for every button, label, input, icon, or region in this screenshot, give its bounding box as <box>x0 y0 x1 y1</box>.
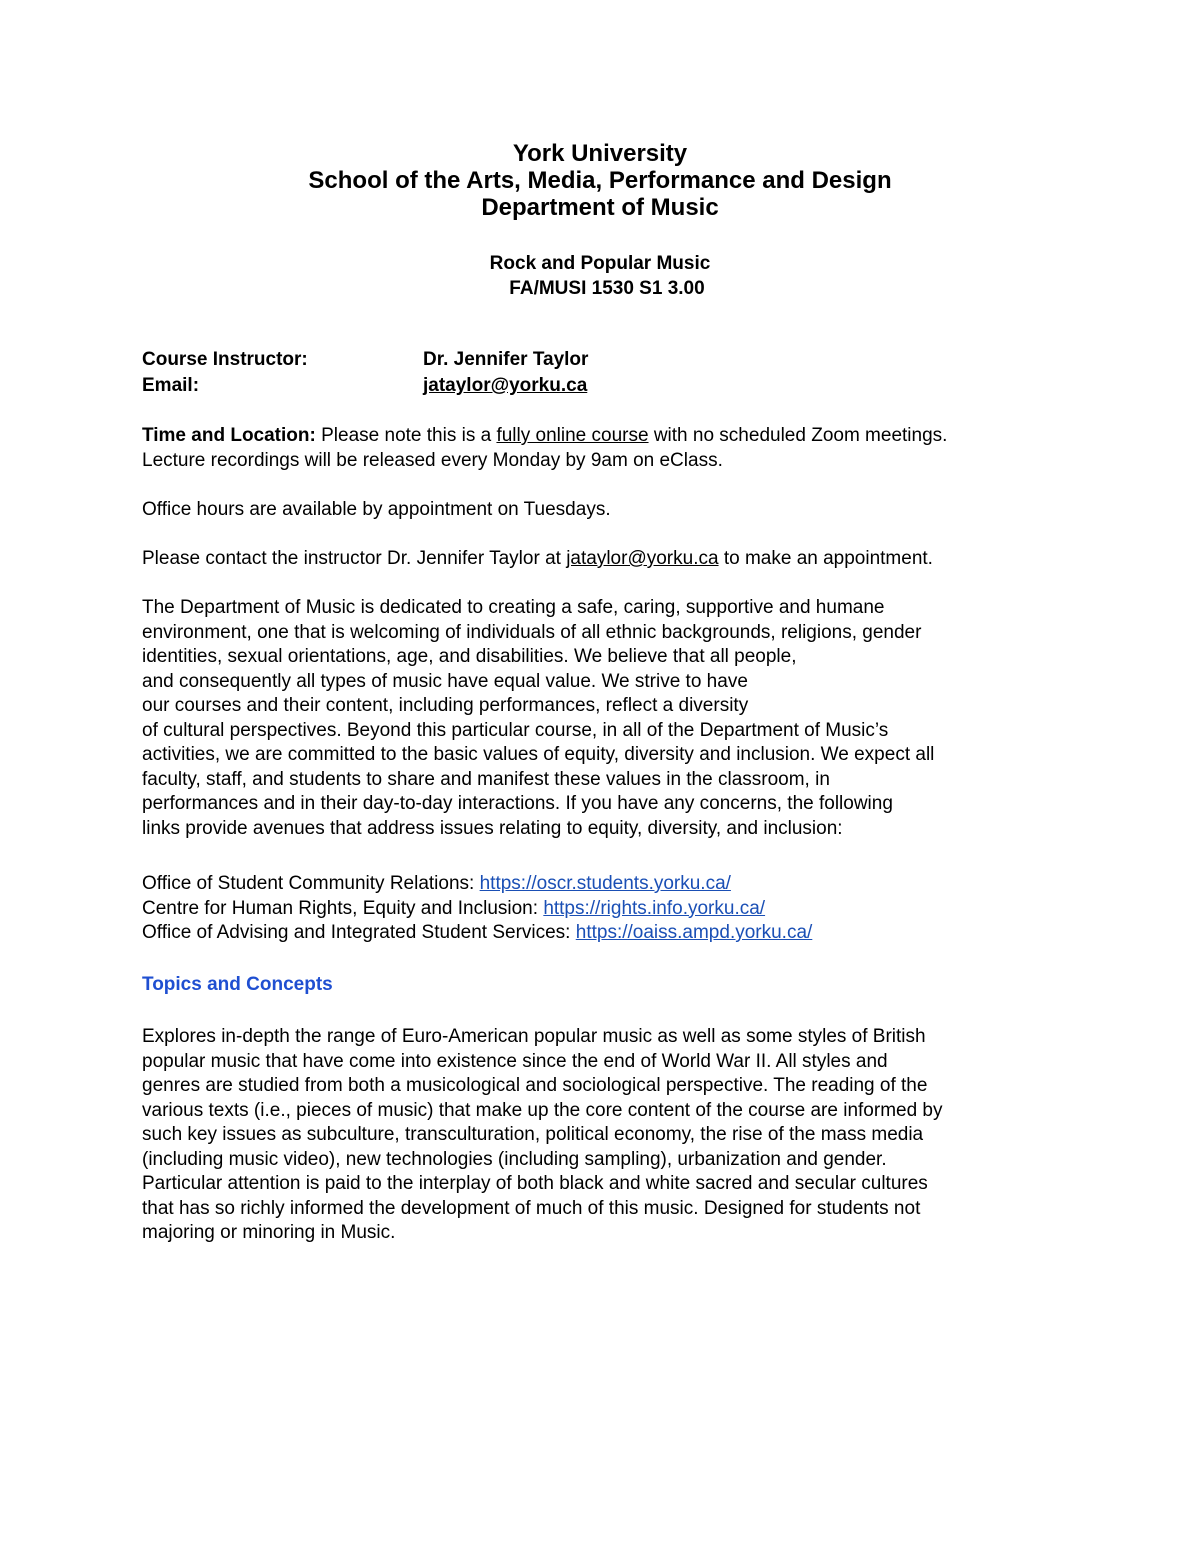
topics-line: genres are studied from both a musicological and sociological perspective. The reading of the <box>142 1075 928 1096</box>
instructor-row <box>142 347 588 372</box>
office-hours-text: Office hours are available by appointment on Tuesdays. <box>142 499 611 520</box>
contact-email-link[interactable]: jataylor@yorku.ca <box>566 548 719 569</box>
instructor-email-link[interactable]: jataylor@yorku.ca <box>423 375 588 396</box>
oscr-link[interactable]: https://oscr.students.yorku.ca/ <box>479 873 731 894</box>
resource-links <box>142 872 1082 946</box>
edi-line: faculty, staff, and students to share and manifest these values in the classroom, in <box>142 768 830 790</box>
topics-line: popular music that have come into existence since the end of World War II. All styles and <box>142 1050 888 1072</box>
instructor-label: Course Instructor: <box>142 349 308 370</box>
topics-line: (including music video), new technologies (including sampling), urbanization and gender. <box>142 1148 887 1170</box>
email-row <box>142 373 587 398</box>
topics-line: majoring or minoring in Music. <box>142 1222 396 1243</box>
time-location-line-2: Lecture recordings will be released every Monday by 9am on eClass. <box>142 449 723 471</box>
fully-online-course-text: fully online course <box>496 425 649 446</box>
edi-line: identities, sexual orientations, age, and disabilities. We believe that all people, <box>142 646 797 667</box>
course-code: FA/MUSI 1530 S1 3.00 <box>509 278 705 299</box>
resource-oscr <box>142 872 1082 897</box>
resource-label: Office of Advising and Integrated Student Services: <box>142 922 576 943</box>
topics-line: that has so richly informed the development of much of this music. Designed for students not <box>142 1197 921 1219</box>
contact-text-before: Please contact the instructor Dr. Jennifer Taylor at <box>142 548 567 569</box>
topics-paragraph <box>142 1025 1082 1246</box>
contact-text-after: to make an appointment. <box>718 548 933 569</box>
time-location-paragraph <box>142 424 1082 473</box>
contact-line <box>142 547 1082 572</box>
topics-line: Explores in-depth the range of Euro-American popular music as well as some styles of British <box>142 1026 926 1047</box>
oaiss-link[interactable]: https://oaiss.ampd.yorku.ca/ <box>575 922 813 943</box>
school-name: School of the Arts, Media, Performance and Design <box>308 167 892 194</box>
edi-line: links provide avenues that address issues relating to equity, diversity, and inclusion: <box>142 817 843 839</box>
resource-oaiss <box>142 921 1082 946</box>
edi-line: performances and in their day-to-day interactions. If you have any concerns, the following <box>142 793 893 814</box>
topics-line: Particular attention is paid to the interplay of both black and white sacred and secular cultures <box>142 1173 928 1194</box>
time-location-label: Time and Location: <box>142 425 316 446</box>
course-heading <box>0 251 1200 301</box>
rights-link[interactable]: https://rights.info.yorku.ca/ <box>543 897 766 919</box>
edi-line: of cultural perspectives. Beyond this particular course, in all of the Department of Music’s <box>142 719 889 741</box>
edi-line: our courses and their content, including performances, reflect a diversity <box>142 695 749 716</box>
time-location-text-before: Please note this is a <box>315 425 497 446</box>
resource-rights <box>142 897 1082 922</box>
edi-line: environment, one that is welcoming of individuals of all ethnic backgrounds, religions, gender <box>142 621 922 643</box>
instructor-name: Dr. Jennifer Taylor <box>423 349 589 370</box>
document-header <box>0 140 1200 221</box>
edi-paragraph <box>142 596 1082 841</box>
topics-line: various texts (i.e., pieces of music) that make up the core content of the course are informed by <box>142 1099 943 1121</box>
edi-line: The Department of Music is dedicated to creating a safe, caring, supportive and humane <box>142 597 885 618</box>
resource-label: Office of Student Community Relations: <box>142 873 480 894</box>
contact-paragraph <box>142 547 1082 572</box>
university-name: York University <box>512 140 688 167</box>
course-title: Rock and Popular Music <box>489 253 711 274</box>
time-location-text-after: with no scheduled Zoom meetings. <box>648 425 948 446</box>
topics-line: such key issues as subculture, transculturation, political economy, the rise of the mass media <box>142 1124 924 1145</box>
edi-line: activities, we are committed to the basic values of equity, diversity and inclusion. We expect all <box>142 744 935 765</box>
topics-heading: Topics and Concepts <box>142 974 333 995</box>
office-hours-paragraph <box>142 498 1082 523</box>
department-name: Department of Music <box>481 194 719 221</box>
resource-label: Centre for Human Rights, Equity and Inclusion: <box>142 897 544 919</box>
time-location-line-1 <box>142 424 1082 449</box>
email-label: Email: <box>142 375 200 396</box>
edi-line: and consequently all types of music have equal value. We strive to have <box>142 670 748 692</box>
